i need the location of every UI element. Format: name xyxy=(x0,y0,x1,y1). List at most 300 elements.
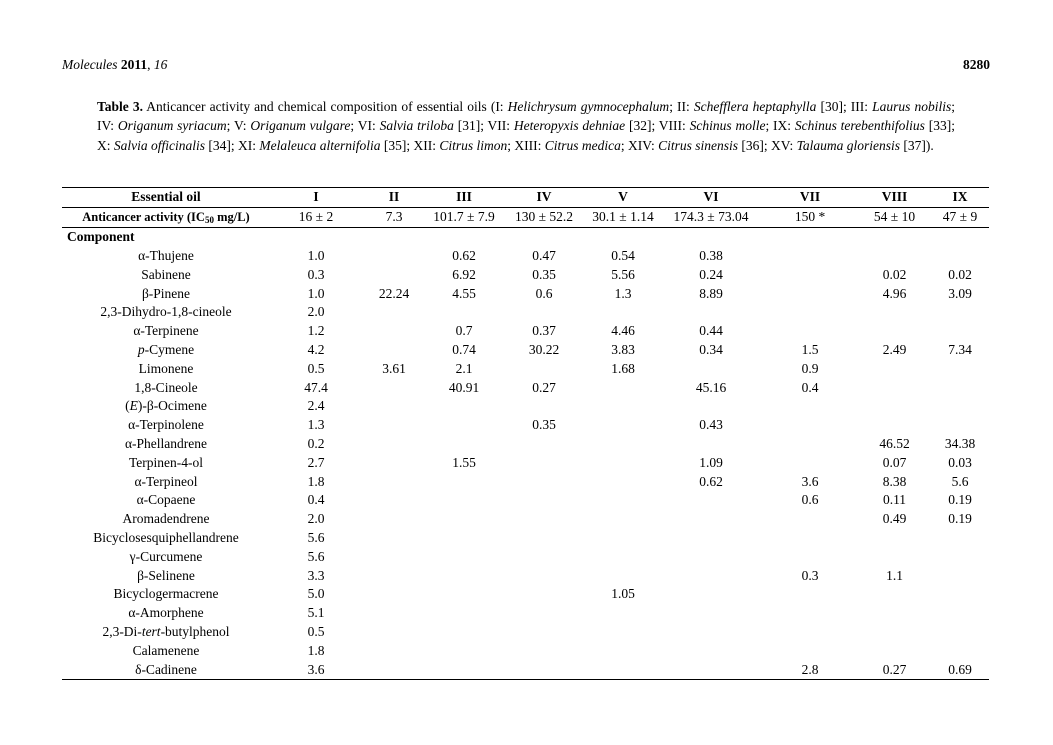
table-cell: 0.9 xyxy=(801,360,819,376)
table-cell xyxy=(362,604,426,623)
component-name-part: 2,3-Dihydro-1,8-cineole xyxy=(100,304,232,320)
table-cell xyxy=(426,623,502,642)
caption-text-segment: [36]; XV: xyxy=(738,137,797,153)
table-cell xyxy=(502,567,586,586)
table-cell xyxy=(858,529,931,548)
column-header-vii: VII xyxy=(762,188,858,208)
table-cell: 4.96 xyxy=(882,285,907,301)
table-cell: 0.19 xyxy=(948,511,972,527)
species-name: Salvia officinalis xyxy=(113,137,205,153)
table-cell xyxy=(586,303,660,322)
activity-value-ix: 47 ± 9 xyxy=(931,207,989,228)
component-name-part: tert xyxy=(141,624,161,640)
table-cell: 0.62 xyxy=(452,248,476,264)
table-cell xyxy=(586,491,660,510)
table-cell: 3.6 xyxy=(801,473,819,489)
table-row xyxy=(62,303,989,322)
component-name xyxy=(62,247,270,266)
caption-text-segment: Anticancer activity and chemical composition of essential oils (I: xyxy=(142,99,508,114)
species-name: Helichrysum gymnocephalum xyxy=(507,99,670,114)
component-name xyxy=(62,623,270,642)
table-cell xyxy=(931,623,989,642)
table-row xyxy=(62,379,989,398)
component-name xyxy=(62,435,270,454)
component-name-part: Limonene xyxy=(138,360,194,376)
table-cell: 5.6 xyxy=(307,548,325,564)
table-caption xyxy=(97,97,955,155)
component-name xyxy=(62,266,270,285)
table-cell: 1.09 xyxy=(699,454,723,470)
component-name-part: Bicyclosesquiphellandrene xyxy=(93,530,239,546)
species-name: Origanum vulgare xyxy=(250,118,351,134)
table-cell xyxy=(362,303,426,322)
table-cell: 0.03 xyxy=(948,454,972,470)
table-cell: 45.16 xyxy=(695,379,727,395)
table-cell: 3.3 xyxy=(307,567,325,583)
activity-value-iv: 130 ± 52.2 xyxy=(502,207,586,228)
table-cell xyxy=(858,548,931,567)
table-cell xyxy=(660,360,762,379)
table-cell xyxy=(586,604,660,623)
table-cell xyxy=(931,548,989,567)
table-cell: 47.4 xyxy=(304,379,328,395)
table-cell: 1.8 xyxy=(307,473,325,489)
species-name: Citrus medica xyxy=(544,137,621,153)
table-cell xyxy=(858,322,931,341)
table-cell xyxy=(586,642,660,661)
table-row xyxy=(62,360,989,379)
table-row xyxy=(62,416,989,435)
table-cell xyxy=(586,416,660,435)
table-cell xyxy=(502,585,586,604)
table-cell xyxy=(586,623,660,642)
species-name: Melaleuca alternifolia xyxy=(259,137,381,153)
table-cell xyxy=(660,397,762,416)
table-cell xyxy=(858,303,931,322)
table-cell xyxy=(586,454,660,473)
table-cell: 1.55 xyxy=(452,454,476,470)
table-cell: 6.92 xyxy=(452,266,476,282)
table-cell xyxy=(931,416,989,435)
table-cell xyxy=(426,303,502,322)
table-cell: 0.19 xyxy=(948,492,972,508)
table-cell xyxy=(426,491,502,510)
table-row xyxy=(62,454,989,473)
table-cell: 0.49 xyxy=(882,511,907,527)
table-cell: 0.24 xyxy=(699,266,723,282)
table-cell: 0.69 xyxy=(931,661,989,680)
table-cell: 1.3 xyxy=(307,417,325,433)
table-cell: 0.34 xyxy=(699,342,723,358)
table-cell: 0.2 xyxy=(307,436,325,452)
table-cell: 2.1 xyxy=(455,360,473,376)
table-row xyxy=(62,341,989,360)
table-cell xyxy=(660,491,762,510)
column-header-ix: IX xyxy=(931,188,989,208)
table-cell: 0.44 xyxy=(699,323,723,339)
table-cell xyxy=(502,529,586,548)
table-cell: 4.46 xyxy=(611,323,635,339)
table-cell xyxy=(362,416,426,435)
table-cell xyxy=(931,322,989,341)
component-name xyxy=(62,661,270,680)
component-name-part: E xyxy=(129,398,138,414)
table-cell xyxy=(858,604,931,623)
table-cell xyxy=(502,397,586,416)
table-cell: 2.49 xyxy=(882,342,907,358)
column-header-ii: II xyxy=(362,188,426,208)
table-cell xyxy=(362,454,426,473)
table-cell: 2.4 xyxy=(307,398,325,414)
table-row xyxy=(62,529,989,548)
species-name: Schefflera heptaphylla xyxy=(693,99,817,114)
table-cell xyxy=(362,529,426,548)
component-name-part: Sabinene xyxy=(141,266,191,282)
table-cell xyxy=(362,585,426,604)
table-cell xyxy=(858,397,931,416)
component-name xyxy=(62,585,270,604)
table-cell xyxy=(762,642,858,661)
table-cell xyxy=(362,473,426,492)
component-name-part: p xyxy=(137,342,145,358)
table-cell xyxy=(502,604,586,623)
table-cell: 0.35 xyxy=(532,417,556,433)
table-cell xyxy=(660,529,762,548)
table-cell xyxy=(426,510,502,529)
essential-oil-table xyxy=(62,187,989,680)
table-cell xyxy=(426,435,502,454)
table-row xyxy=(62,510,989,529)
table-cell xyxy=(502,642,586,661)
component-table-body xyxy=(62,228,989,680)
table-cell xyxy=(502,360,586,379)
table-cell: 0.54 xyxy=(611,248,635,264)
caption-text-segment: [31]; VII: xyxy=(453,118,514,134)
component-name-part: Aromadendrene xyxy=(122,511,210,527)
table-cell xyxy=(426,416,502,435)
table-cell xyxy=(660,510,762,529)
species-name: Schinus molle xyxy=(689,118,766,134)
table-cell: 0.7 xyxy=(455,323,473,339)
table-cell xyxy=(426,604,502,623)
caption-text-segment: ; V: xyxy=(226,118,251,134)
table-cell xyxy=(426,473,502,492)
table-row xyxy=(62,548,989,567)
table-cell xyxy=(660,303,762,322)
table-cell xyxy=(362,435,426,454)
table-cell: 0.27 xyxy=(858,661,931,680)
table-cell xyxy=(426,585,502,604)
component-name-part: -butylphenol xyxy=(160,624,230,640)
table-cell xyxy=(858,585,931,604)
component-name xyxy=(62,360,270,379)
table-cell xyxy=(502,303,586,322)
species-name: Talauma gloriensis xyxy=(796,137,901,153)
table-cell xyxy=(362,341,426,360)
species-name: Citrus sinensis xyxy=(658,137,739,153)
table-cell: 5.0 xyxy=(307,586,325,602)
anticancer-activity-label: Anticancer activity ($IC_{50}$ mg/L) xyxy=(62,207,270,228)
table-cell: 0.07 xyxy=(882,454,907,470)
table-cell: 0.02 xyxy=(948,266,972,282)
activity-value-v: 30.1 ± 1.14 xyxy=(586,207,660,228)
table-cell xyxy=(426,642,502,661)
table-row xyxy=(62,247,989,266)
table-row xyxy=(62,623,989,642)
table-cell: 2.0 xyxy=(307,511,325,527)
caption-text-segment: ; II: xyxy=(669,99,694,114)
table-row xyxy=(62,604,989,623)
table-cell xyxy=(502,623,586,642)
table-cell xyxy=(762,435,858,454)
component-name-part: 1,8-Cineole xyxy=(134,379,198,395)
component-name-part: δ-Cadinene xyxy=(135,661,197,677)
table-cell xyxy=(426,397,502,416)
table-cell xyxy=(502,454,586,473)
table-cell: 3.83 xyxy=(611,342,635,358)
table-cell xyxy=(931,397,989,416)
table-cell xyxy=(762,266,858,285)
table-cell xyxy=(660,585,762,604)
journal-name: Molecules xyxy=(62,57,118,72)
table-cell xyxy=(362,322,426,341)
table-row xyxy=(62,322,989,341)
table-cell xyxy=(362,397,426,416)
table-cell xyxy=(858,642,931,661)
component-name xyxy=(62,510,270,529)
table-cell xyxy=(762,548,858,567)
component-name xyxy=(62,379,270,398)
component-name xyxy=(62,529,270,548)
table-cell xyxy=(502,491,586,510)
component-name xyxy=(62,604,270,623)
activity-value-vii: 150 * xyxy=(762,207,858,228)
component-name xyxy=(62,454,270,473)
table-cell xyxy=(931,585,989,604)
component-name-part: Bicyclogermacrene xyxy=(113,586,219,602)
table-cell: 0.6 xyxy=(535,285,553,301)
component-name-part: α-Thujene xyxy=(138,248,194,264)
table-cell: 2.0 xyxy=(307,304,325,320)
component-name-part: 2,3-Di- xyxy=(102,624,142,640)
table-cell xyxy=(762,322,858,341)
anticancer-activity-row xyxy=(62,207,989,228)
caption-text-segment: [32]; VIII: xyxy=(625,118,690,134)
table-cell xyxy=(762,529,858,548)
species-name: Schinus terebenthifolius xyxy=(794,118,925,134)
table-cell xyxy=(660,604,762,623)
component-name-part: α-Phellandrene xyxy=(124,436,208,452)
caption-text-segment: [37]). xyxy=(900,137,934,153)
table-cell: 1.5 xyxy=(801,342,819,358)
table-cell xyxy=(931,247,989,266)
component-name xyxy=(62,548,270,567)
component-name-part: α-Amorphene xyxy=(128,605,204,621)
table-cell: 0.4 xyxy=(801,379,819,395)
table-row xyxy=(62,397,989,416)
table-cell xyxy=(586,567,660,586)
column-header-essential-oil: Essential oil xyxy=(62,188,270,208)
table-cell xyxy=(586,661,660,680)
activity-value-ii: 7.3 xyxy=(362,207,426,228)
table-cell xyxy=(931,379,989,398)
species-name: Citrus limon xyxy=(439,137,508,153)
component-name-part: Calamenene xyxy=(132,642,200,658)
caption-text-segment: [30]; III: xyxy=(816,99,873,114)
component-name-part: Terpinen-4-ol xyxy=(128,454,204,470)
table-cell: 5.6 xyxy=(307,530,325,546)
table-cell xyxy=(586,510,660,529)
activity-value-i: 16 ± 2 xyxy=(270,207,362,228)
table-cell: 1.0 xyxy=(307,248,325,264)
column-header-viii: VIII xyxy=(858,188,931,208)
column-header-iii: III xyxy=(426,188,502,208)
component-name xyxy=(62,341,270,360)
species-name: Salvia triloba xyxy=(379,118,454,134)
table-cell xyxy=(426,548,502,567)
table-cell xyxy=(426,567,502,586)
table-cell xyxy=(931,604,989,623)
table-cell xyxy=(660,435,762,454)
table-cell: 8.89 xyxy=(699,285,723,301)
component-name-part: β-Pinene xyxy=(141,285,191,301)
activity-value-viii: 54 ± 10 xyxy=(858,207,931,228)
column-header-i: I xyxy=(270,188,362,208)
component-name xyxy=(62,285,270,304)
component-name-part: -Cymene xyxy=(144,342,195,358)
component-name-part: )-β-Ocimene xyxy=(137,398,207,414)
table-cell xyxy=(660,567,762,586)
table-cell xyxy=(660,623,762,642)
table-cell xyxy=(762,454,858,473)
table-cell xyxy=(362,623,426,642)
table-cell: 1.68 xyxy=(611,360,635,376)
component-name-part: β-Selinene xyxy=(137,567,195,583)
table-cell xyxy=(931,529,989,548)
table-cell xyxy=(586,548,660,567)
table-cell: 0.02 xyxy=(882,266,907,282)
table-cell xyxy=(660,661,762,680)
journal-volume: 16 xyxy=(153,57,168,72)
table-cell xyxy=(660,642,762,661)
table-cell xyxy=(762,623,858,642)
table-cell xyxy=(362,266,426,285)
component-name-part: α-Terpinene xyxy=(133,323,199,339)
table-row xyxy=(62,661,989,680)
table-cell: 0.74 xyxy=(452,342,476,358)
species-name: Origanum syriacum xyxy=(117,118,227,134)
caption-text-segment: [33]; X: xyxy=(97,118,955,153)
table-row xyxy=(62,473,989,492)
component-name xyxy=(62,303,270,322)
table-cell: 5.1 xyxy=(307,605,325,621)
table-cell: 40.91 xyxy=(448,379,480,395)
table-cell: 4.55 xyxy=(452,285,476,301)
table-cell xyxy=(502,661,586,680)
table-cell: 1.0 xyxy=(307,285,325,301)
caption-text-segment: ; XIII: xyxy=(507,137,545,153)
table-cell xyxy=(762,285,858,304)
table-cell xyxy=(931,567,989,586)
running-header-citation: Molecules 2011, 16 xyxy=(62,57,168,72)
table-cell: 3.09 xyxy=(948,285,972,301)
table-cell xyxy=(858,416,931,435)
table-row xyxy=(62,491,989,510)
table-cell xyxy=(362,510,426,529)
table-cell xyxy=(931,360,989,379)
table-row xyxy=(62,567,989,586)
table-cell: 3.6 xyxy=(270,661,362,680)
table-cell: 0.5 xyxy=(307,360,325,376)
table-row xyxy=(62,266,989,285)
activity-value-iii: 101.7 ± 7.9 xyxy=(426,207,502,228)
caption-text-segment: ; XIV: xyxy=(620,137,659,153)
table-cell xyxy=(586,379,660,398)
table-cell: 1.05 xyxy=(611,586,635,602)
table-cell xyxy=(762,303,858,322)
column-header-row xyxy=(62,188,989,208)
table-caption-label: Table 3. xyxy=(97,99,143,114)
table-cell xyxy=(762,416,858,435)
table-cell: 0.11 xyxy=(882,492,907,508)
component-name xyxy=(62,416,270,435)
table-cell: 46.52 xyxy=(879,436,910,452)
activity-value-vi: 174.3 ± 73.04 xyxy=(660,207,762,228)
species-name: Heteropyxis dehniae xyxy=(513,118,626,134)
table-cell: 0.27 xyxy=(532,379,556,395)
table-row xyxy=(62,285,989,304)
component-name xyxy=(62,473,270,492)
table-cell xyxy=(362,567,426,586)
table-cell xyxy=(858,379,931,398)
table-cell xyxy=(762,247,858,266)
table-cell xyxy=(502,548,586,567)
table-cell: 5.56 xyxy=(611,266,635,282)
table-cell: 3.61 xyxy=(382,360,406,376)
table-row xyxy=(62,435,989,454)
caption-text-segment: ; IV: xyxy=(97,99,955,134)
component-name xyxy=(62,642,270,661)
table-cell xyxy=(586,435,660,454)
table-cell xyxy=(586,473,660,492)
table-cell xyxy=(362,642,426,661)
table-cell xyxy=(362,661,426,680)
table-cell xyxy=(586,529,660,548)
table-cell: 1.8 xyxy=(307,642,325,658)
component-name xyxy=(62,322,270,341)
table-cell: 2.8 xyxy=(762,661,858,680)
table-cell xyxy=(502,435,586,454)
caption-text-segment: [34]; XI: xyxy=(205,137,260,153)
table-cell: 0.38 xyxy=(699,248,723,264)
table-cell xyxy=(858,360,931,379)
table-cell xyxy=(858,623,931,642)
table-cell: 0.43 xyxy=(699,417,723,433)
table-cell xyxy=(660,548,762,567)
table-cell xyxy=(362,491,426,510)
table-cell: 0.35 xyxy=(532,266,556,282)
table-cell xyxy=(502,473,586,492)
table-cell: 0.4 xyxy=(307,492,325,508)
table-cell: 1.3 xyxy=(614,285,632,301)
column-header-v: V xyxy=(586,188,660,208)
table-cell xyxy=(762,510,858,529)
component-section-row xyxy=(62,228,989,247)
table-cell: 0.5 xyxy=(307,624,325,640)
caption-text-segment: [35]; XII: xyxy=(380,137,440,153)
caption-text-segment: ; IX: xyxy=(765,118,795,134)
table-cell: 0.47 xyxy=(532,248,556,264)
